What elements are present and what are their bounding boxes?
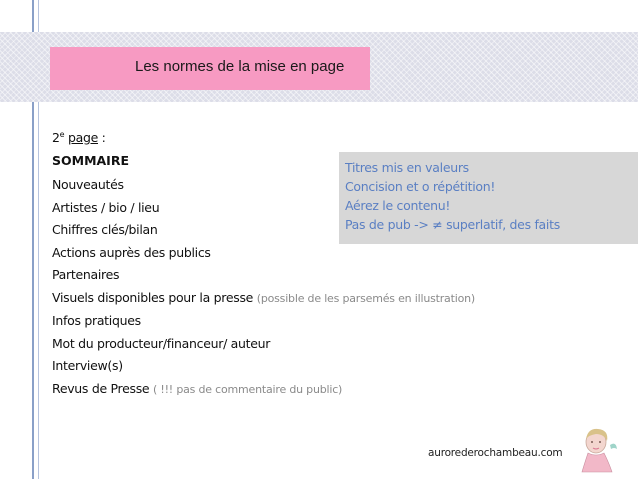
tip-item: Concision et o répétition! (345, 179, 496, 194)
page-number: 2 (52, 130, 60, 146)
sommaire-heading: SOMMAIRE (52, 152, 129, 168)
tip-item: Aérez le contenu! (345, 198, 451, 213)
tip-item: Titres mis en valeurs (345, 160, 469, 175)
page-superscript: e (59, 130, 65, 139)
sommaire-item-label: Revus de Presse (52, 380, 150, 396)
sommaire-item-revus (52, 378, 475, 402)
sommaire-item: Actions auprès des publics (52, 244, 211, 260)
sommaire-item: Chiffres clés/bilan (52, 222, 158, 238)
visuels-note: (possible de les parsemés en illustration) (256, 291, 475, 305)
tip-item: Pas de pub -> ≠ superlatif, des faits (345, 217, 560, 232)
sommaire-item: Nouveautés (52, 177, 124, 193)
tips-list (345, 158, 560, 234)
page-suffix: : (98, 130, 106, 146)
sommaire-item: Artistes / bio / lieu (52, 199, 160, 215)
sommaire-item-label: Visuels disponibles pour la presse (52, 289, 254, 305)
sommaire-item: Partenaires (52, 267, 120, 283)
sommaire-item: Infos pratiques (52, 313, 141, 329)
page-label (52, 124, 475, 150)
sommaire-item-visuels (52, 287, 475, 311)
sommaire-item: Interview(s) (52, 358, 123, 374)
page-word: page (67, 130, 98, 146)
slide-title: Les normes de la mise en page (135, 58, 345, 75)
tips-box (339, 152, 638, 244)
sommaire-item: Mot du producteur/financeur/ auteur (52, 335, 271, 351)
woman-portrait-icon (574, 425, 620, 473)
revus-note: ( !!! pas de commentaire du public) (153, 382, 343, 396)
footer-url: aurorederochambeau.com (428, 447, 563, 459)
